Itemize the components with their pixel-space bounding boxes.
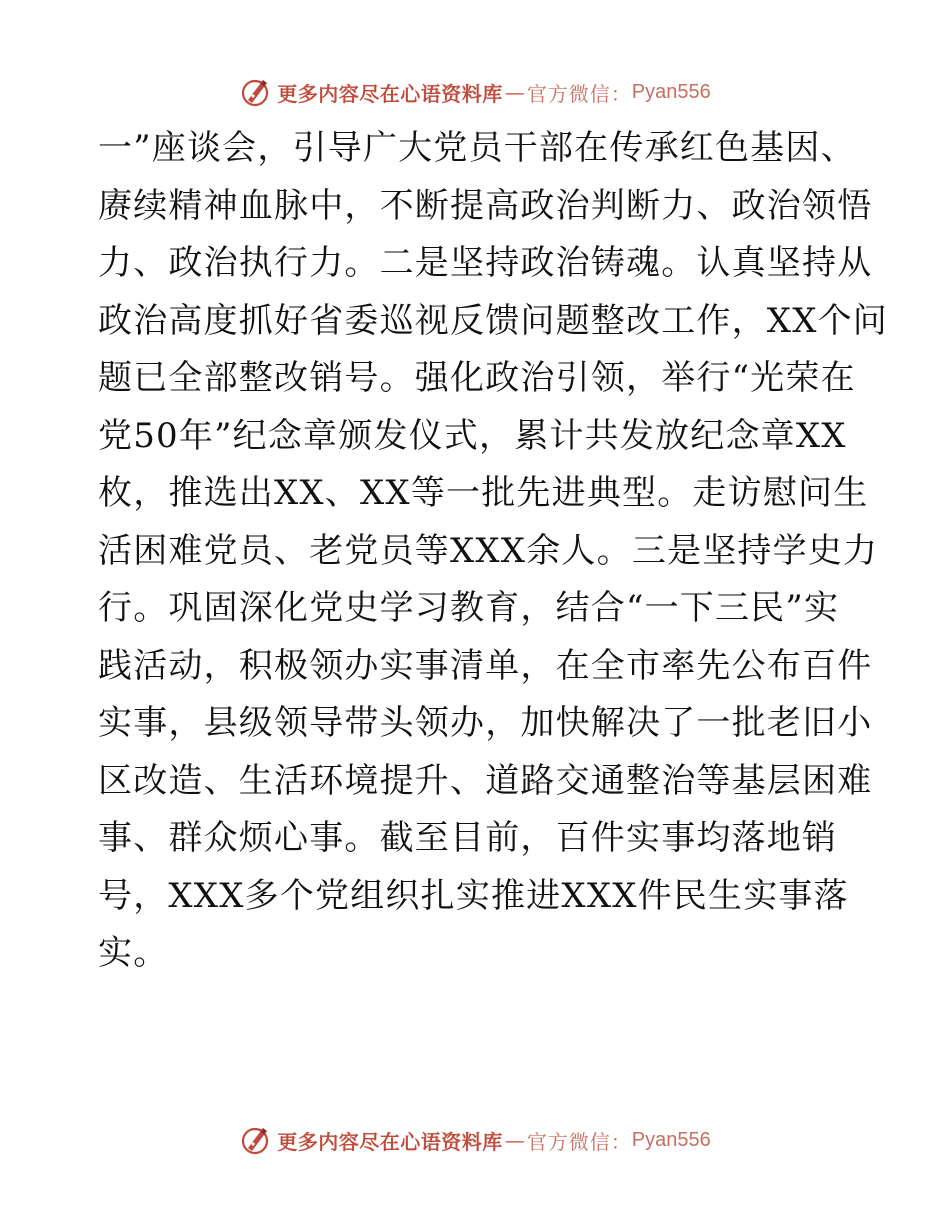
watermark-wechat-id: Pyan556	[631, 1128, 711, 1151]
body-line: 事、群众烦心事。截至目前，百件实事均落地销	[98, 818, 838, 858]
pen-nib-logo-icon	[239, 1124, 271, 1156]
watermark-main-text: 更多内容尽在心语资料库	[277, 1129, 503, 1154]
watermark-separator: —	[504, 80, 525, 104]
body-line: 践活动，积极领办实事清单，在全市率先公布百件	[98, 645, 873, 686]
header-watermark	[0, 72, 950, 112]
body-line: 行。巩固深化党史学习教育，结合“一下三民”实	[98, 588, 840, 628]
body-line: 赓续精神血脉中，不断提高政治判断力、政治领悟	[98, 185, 873, 226]
document-body	[98, 120, 889, 983]
body-line: 号，XXX多个党组织扎实推进XXX件民生实事落	[98, 875, 849, 916]
body-line: 区改造、生活环境提升、道路交通整治等基层困难	[98, 760, 873, 801]
watermark-separator: —	[504, 1128, 525, 1152]
body-line: 活困难党员、老党员等XXX余人。三是坚持学史力	[98, 530, 879, 571]
body-line: 实事，县级领导带头领办，加快解决了一批老旧小	[98, 703, 873, 743]
watermark-wechat-id: Pyan556	[631, 80, 711, 103]
body-line: 政治高度抓好省委巡视反馈问题整改工作，XX个问	[98, 300, 889, 341]
watermark-wechat-label: 官方微信：	[526, 1129, 632, 1154]
pen-nib-logo-icon	[239, 76, 271, 108]
body-line: 实。	[98, 933, 169, 973]
body-line: 力、政治执行力。二是坚持政治铸魂。认真坚持从	[98, 243, 873, 283]
body-line: 题已全部整改销号。强化政治引领，举行“光荣在	[98, 358, 856, 398]
body-line: 枚，推选出XX、XX等一批先进典型。走访慰问生	[98, 473, 869, 513]
body-line: 一”座谈会，引导广大党员干部在传承红色基因、	[98, 128, 856, 168]
body-line: 党50年”纪念章颁发仪式，累计共发放纪念章XX	[98, 415, 847, 456]
footer-watermark	[0, 1120, 950, 1160]
watermark-wechat-label: 官方微信：	[526, 81, 632, 106]
watermark-main-text: 更多内容尽在心语资料库	[277, 81, 503, 106]
